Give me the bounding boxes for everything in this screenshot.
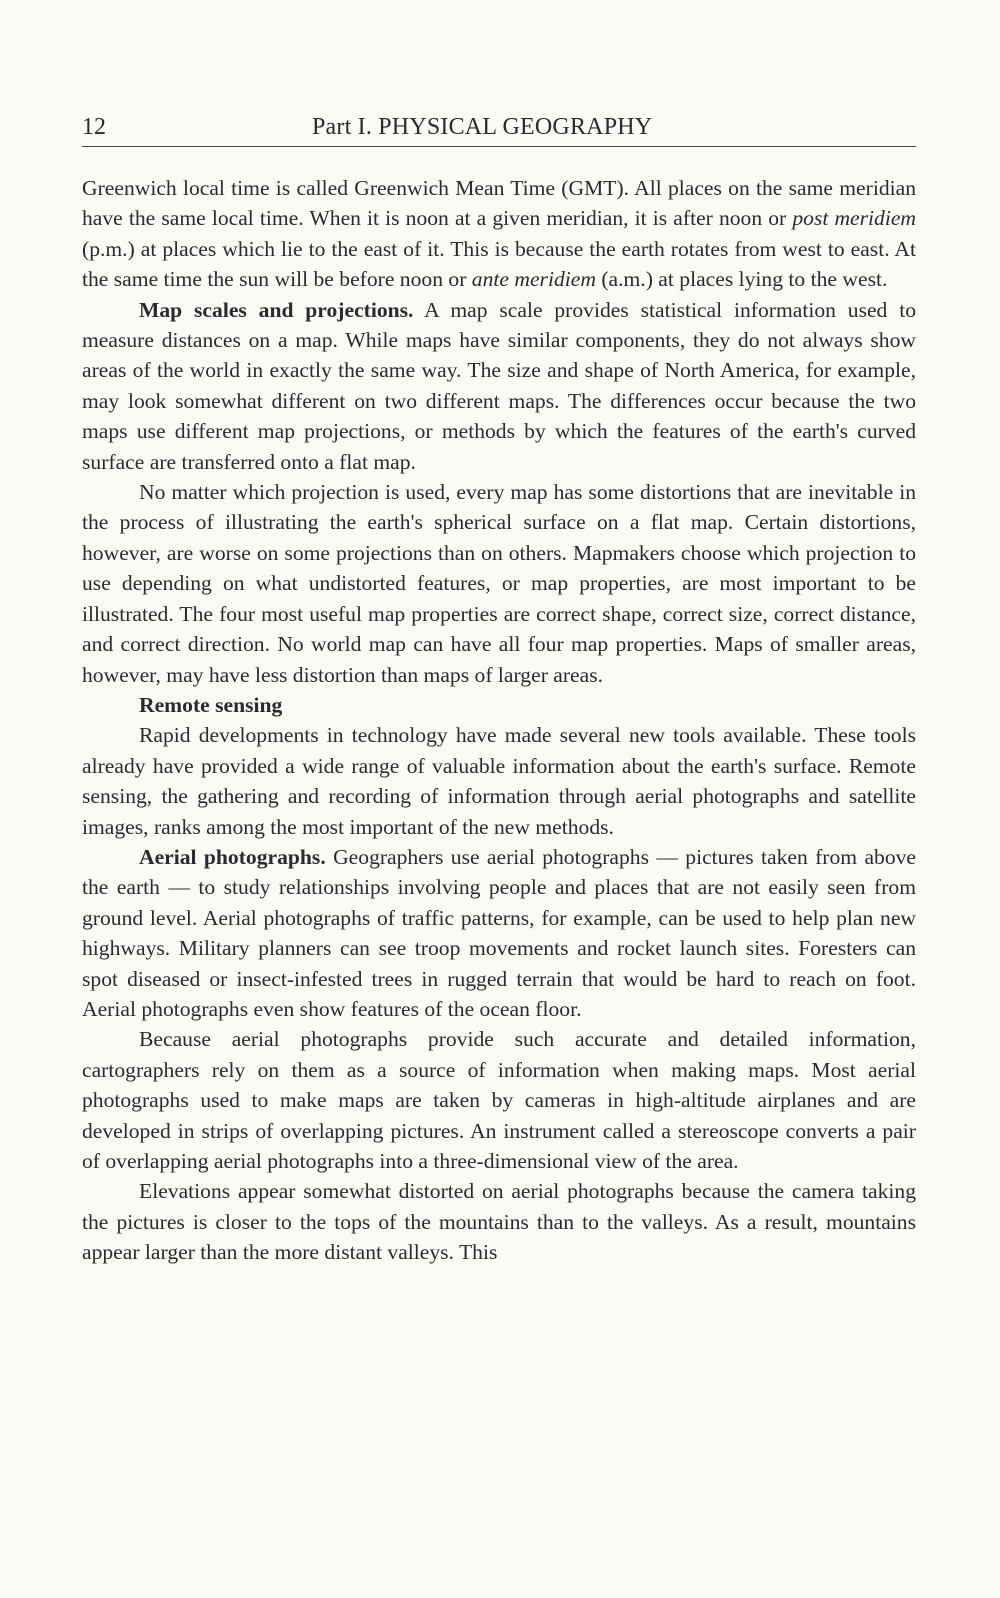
paragraph-map-scales bbox=[82, 295, 916, 477]
book-page bbox=[82, 108, 916, 1268]
section-heading-remote-sensing: Remote sensing bbox=[139, 692, 283, 717]
page-number: 12 bbox=[82, 114, 106, 140]
text-run: Geographers use aerial photographs — pictures taken from above the earth — to study relationships involving people and places that are not easily seen from ground level. Aerial photographs of traffic patterns, for example, can be used to help plan new highways. Military planners can see troop movements and rocket launch sites. Foresters can spot diseased or insect-infested trees in rugged terrain that would be hard to reach on foot. Aerial photographs even show features of the ocean floor. bbox=[82, 844, 917, 1021]
text-run: (p.m.) at places which lie to the east of it. This is because the earth rotates from west to east. At the same time the sun will be before noon or bbox=[82, 236, 916, 292]
paragraph-distortions bbox=[82, 477, 916, 690]
text-run: (a.m.) at places lying to the west. bbox=[595, 267, 888, 292]
run-in-heading-aerial-photographs: Aerial photographs. bbox=[139, 844, 326, 869]
paragraph-gmt bbox=[82, 173, 916, 295]
text-run: Because aerial photographs provide such accurate and detailed information, cartographers rely on them as a source of information when making maps. Most aerial photographs used to make maps are taken by cameras in high-altitude airplanes and are developed in strips of overlapping pictures. An instrument called a stereoscope converts a pair of overlapping aerial photographs into a three-dimensional view of the area. bbox=[82, 1027, 916, 1173]
running-header bbox=[82, 108, 916, 147]
text-run: Elevations appear somewhat distorted on aerial photographs because the camera taking the pictures is closer to the tops of the mountains than to the valleys. As a result, mountains appear larger than the more distant valleys. This bbox=[82, 1179, 916, 1265]
paragraph-elevations bbox=[82, 1176, 916, 1267]
text-run: Greenwich local time is called Greenwich Mean Time (GMT). All places on the same meridian have the same local time. When it is noon at a given meridian, it is after noon or bbox=[82, 176, 916, 231]
italic-term-ante-meridiem: ante meridiem bbox=[471, 267, 596, 292]
running-title: Part I. PHYSICAL GEOGRAPHY bbox=[312, 114, 653, 140]
paragraph-cartographers bbox=[82, 1024, 916, 1176]
paragraph-aerial-photographs bbox=[82, 842, 916, 1024]
text-run: No matter which projection is used, every map has some distortions that are inevitable in the process of illustrating the earth's spherical surface on a flat map. Certain distortions, however, are worse on some projections than on others. Mapmakers choose which projection to use depending on what undistorted features, or map properties, are most important to be illustrated. The four most useful map properties are correct shape, correct size, correct distance, and correct direction. No world map can have all four map properties. Maps of smaller areas, however, may have less distortion than maps of larger areas. bbox=[82, 480, 916, 687]
text-run: A map scale provides statistical information used to measure distances on a map. While maps have similar components, they do not always show areas of the world in exactly the same way. The size and shape of North America, for example, may look somewhat different on two different maps. The differences occur because the two maps use different map projections, or methods by which the features of the earth's curved surface are transferred onto a flat map. bbox=[82, 297, 916, 474]
italic-term-post-meridiem: post meridiem bbox=[792, 206, 917, 231]
run-in-heading-map-scales: Map scales and projections. bbox=[139, 297, 414, 322]
paragraph-remote-sensing bbox=[82, 720, 916, 842]
body-text bbox=[82, 173, 916, 1268]
text-run: Rapid developments in technology have made several new tools available. These tools already have provided a wide range of valuable information about the earth's surface. Remote sensing, the gathering and recording of information through aerial photographs and satellite images, ranks among the most important of the new methods. bbox=[82, 723, 916, 839]
